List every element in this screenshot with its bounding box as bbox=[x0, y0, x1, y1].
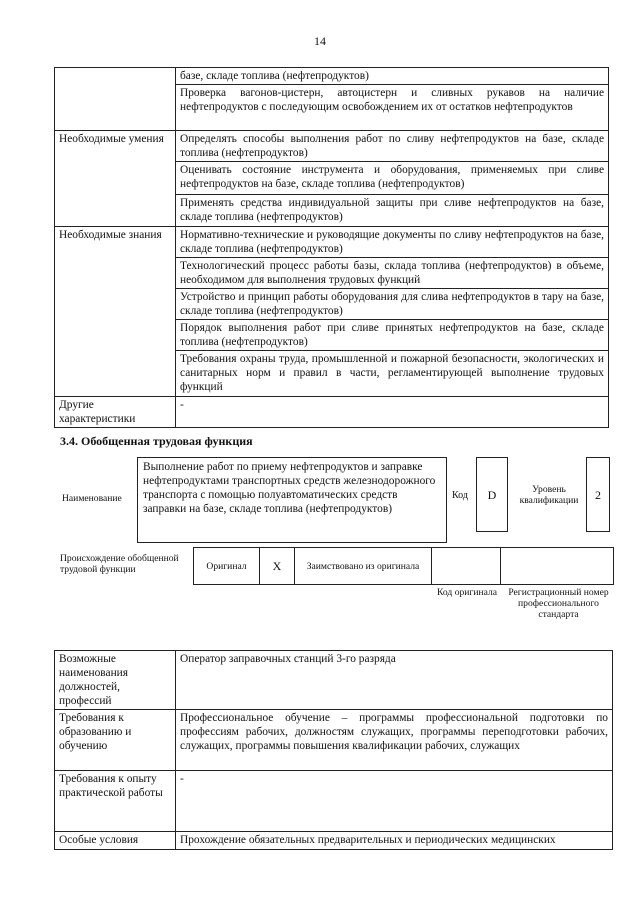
origin-label: Происхождение обобщенной трудовой функции bbox=[60, 553, 179, 575]
requirement-cell: Проверка вагонов-цистерн, автоцистерн и сливных рукавов на наличие нефтепродуктов с последующим освобождением их от остатков нефтепродуктов bbox=[176, 85, 609, 131]
table-row bbox=[55, 227, 609, 258]
table-row bbox=[194, 548, 614, 585]
requirement-cell: Определять способы выполнения работ по сливу нефтепродуктов на базе, складе топлива (нефтепродуктов) bbox=[176, 131, 609, 162]
code-value-box: D bbox=[476, 457, 508, 532]
requirement-cell: Порядок выполнения работ при сливе принятых нефтепродуктов на базе, складе топлива (нефтепродуктов) bbox=[176, 320, 609, 351]
row-label-other: Другие характеристики bbox=[55, 397, 176, 428]
page-number: 14 bbox=[314, 34, 326, 48]
requirement-cell: Оценивать состояние инструмента и оборудования, применяемых при сливе нефтепродуктов на базе, складе топлива (нефтепродуктов) bbox=[176, 162, 609, 195]
row-label-skills: Необходимые умения bbox=[55, 131, 176, 227]
name-label: Наименование bbox=[62, 493, 122, 504]
requirement-cell: Применять средства индивидуальной защиты при сливе нефтепродуктов на базе, складе топлива (нефтепродуктов) bbox=[176, 195, 609, 227]
section-heading: 3.4. Обобщенная трудовая функция bbox=[60, 434, 253, 448]
table-row bbox=[55, 651, 613, 710]
requirement-cell: - bbox=[176, 397, 609, 428]
row-value: Оператор заправочных станций 3-го разряда bbox=[176, 651, 613, 710]
requirement-cell: Технологический процесс работы базы, склада топлива (нефтепродуктов) в объеме, необходимом для выполнения трудовых функций bbox=[176, 258, 609, 289]
row-label: Требования к образованию и обучению bbox=[55, 710, 176, 771]
row-label bbox=[55, 68, 176, 131]
table-row bbox=[55, 832, 613, 850]
table-row bbox=[55, 131, 609, 162]
level-value-box: 2 bbox=[586, 457, 610, 532]
table-row bbox=[55, 710, 613, 771]
function-name-box: Выполнение работ по приему нефтепродуктов и заправке нефтепродуктами транспортных средств железнодорожного транспорта с помощью полуавтоматических средств заправки на базе, складе топлива (нефтепродуктов) bbox=[137, 457, 447, 543]
row-value: - bbox=[176, 771, 613, 832]
original-mark: X bbox=[260, 548, 295, 585]
row-label: Особые условия bbox=[55, 832, 176, 850]
table-row bbox=[55, 68, 609, 85]
reg-number-cell bbox=[501, 548, 614, 585]
requirement-cell: Устройство и принцип работы оборудования для слива нефтепродуктов в тару на базе, складе топлива (нефтепродуктов) bbox=[176, 289, 609, 320]
borrowed-label: Заимствовано из оригинала bbox=[295, 548, 432, 585]
row-value: Профессиональное обучение – программы профессиональной подготовки по профессиям рабочих, должностям служащих, программы переподготовки рабочих, служащих, программы повышения квалификации рабочих, служащих bbox=[176, 710, 613, 771]
row-value: Прохождение обязательных предварительных и периодических медицинских bbox=[176, 832, 613, 850]
row-label-knowledge: Необходимые знания bbox=[55, 227, 176, 397]
table-row bbox=[55, 397, 609, 428]
table-row bbox=[55, 771, 613, 832]
code-label: Код bbox=[452, 490, 468, 501]
original-label: Оригинал bbox=[194, 548, 260, 585]
code-original-caption: Код оригинала bbox=[436, 587, 498, 598]
skills-knowledge-table bbox=[54, 67, 609, 428]
requirement-cell: базе, складе топлива (нефтепродуктов) bbox=[176, 68, 609, 85]
reg-number-caption: Регистрационный номер профессионального стандарта bbox=[508, 587, 609, 620]
requirements-table bbox=[54, 650, 613, 850]
level-label: Уровень квалификации bbox=[519, 484, 579, 506]
requirement-cell: Требования охраны труда, промышленной и пожарной безопасности, экологических и санитарных норм и правил в части, регламентирующей выполнение трудовых функций bbox=[176, 351, 609, 397]
row-label: Требования к опыту практической работы bbox=[55, 771, 176, 832]
requirement-cell: Нормативно-технические и руководящие документы по сливу нефтепродуктов на базе, складе топлива (нефтепродуктов) bbox=[176, 227, 609, 258]
code-original-cell bbox=[432, 548, 501, 585]
row-label: Возможные наименования должностей, профессий bbox=[55, 651, 176, 710]
origin-table bbox=[193, 547, 614, 585]
